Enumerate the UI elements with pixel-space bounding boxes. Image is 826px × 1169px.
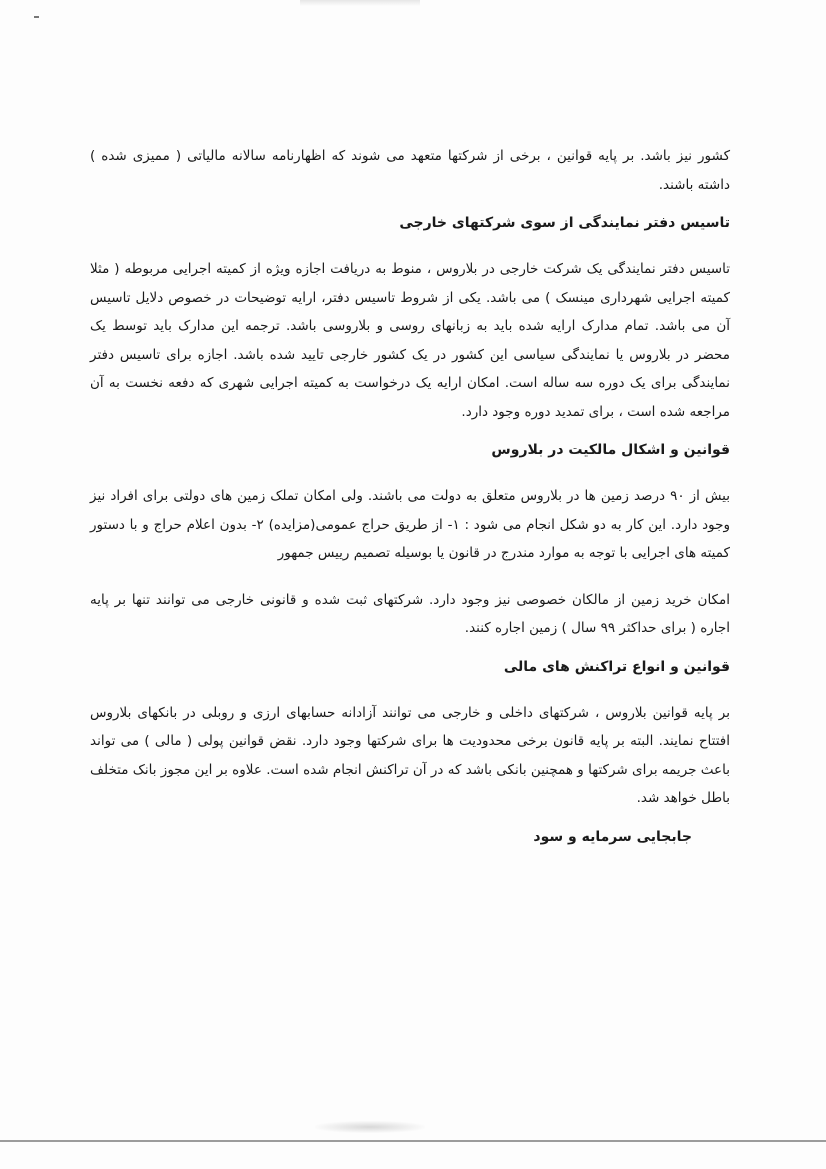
- heading-capital-transfer: جابجایی سرمایه و سود: [533, 828, 692, 845]
- heading-financial-transactions: قوانین و انواع تراکنش های مالی: [503, 658, 730, 675]
- heading-representative-office: تاسیس دفتر نمایندگی از سوی شرکتهای خارجی: [399, 215, 730, 231]
- paragraph-bank-accounts: بر پایه قوانین بلاروس ، شرکتهای داخلی و خارجی می توانند آزادانه حسابهای ارزی و روبلی در بانکهای بلاروس افتتاح نمایند. البته بر پایه قانون برخی محدودیت ها برای شرکتها وجود دارد. نقض قوانین پولی ( مالی ) می تواند باعث جریمه برای شرکتها و همچنین بانکی باشد که در آن تراکنش انجام شده است. علاوه بر این مجوز بانک متخلف باطل خواهد شد.: [90, 704, 730, 806]
- scan-artifact-top: [300, 0, 420, 6]
- paragraph-tax-declaration: کشور نیز باشد. بر پایه قوانین ، برخی از شرکتها متعهد می شوند که اظهارنامه سالانه مالیاتی ( ممیزی شده ) داشته باشند.: [90, 148, 730, 193]
- scan-edge-line: [0, 1140, 826, 1142]
- heading-ownership-laws: قوانین و اشکال مالکیت در بلاروس: [491, 442, 730, 458]
- paragraph-land-ownership: بیش از ۹۰ درصد زمین ها در بلاروس متعلق به دولت می باشند. ولی امکان تملک زمین های دولتی برای افراد نیز وجود دارد. این کار به دو شکل انجام می شود : ۱- از طریق حراج عمومی(مزایده) ۲- بدون اعلام حراج و با دستور کمیته های اجرایی با توجه به موارد مندرج در قانون یا بوسیله تصمیم رییس جمهور: [90, 488, 730, 561]
- paragraph-land-purchase: امکان خرید زمین از مالکان خصوصی نیز وجود دارد. شرکتهای ثبت شده و قانونی خارجی می توانند تنها بر پایه اجاره ( برای حداکثر ۹۹ سال ) زمین اجاره کنند.: [90, 591, 730, 636]
- scan-speck: [34, 16, 39, 18]
- document-body: [90, 142, 730, 851]
- paragraph-representative-office: تاسیس دفتر نمایندگی یک شرکت خارجی در بلاروس ، منوط به دریافت اجازه ویژه از کمیته اجرایی مربوطه ( مثلا کمیته اجرایی شهرداری مینسک ) می باشد. یکی از شروط تاسیس دفتر، ارایه توضیحات در خصوص دلایل تاسیس آن می باشد. تمام مدارک ارایه شده باید به زبانهای روسی و بلاروسی باشد. ترجمه این مدارک باید توسط یک محضر در بلاروس یا نمایندگی سیاسی این کشور در یک کشور خارجی تایید شده باشد. اجازه برای تاسیس دفتر نمایندگی برای یک دوره سه ساله است. امکان ارایه یک درخواست به کمیته اجرایی شهری که دفعه نخست به آن مراجعه شده است ، برای تمدید دوره وجود دارد.: [90, 261, 730, 420]
- scan-artifact-bottom: [315, 1121, 425, 1133]
